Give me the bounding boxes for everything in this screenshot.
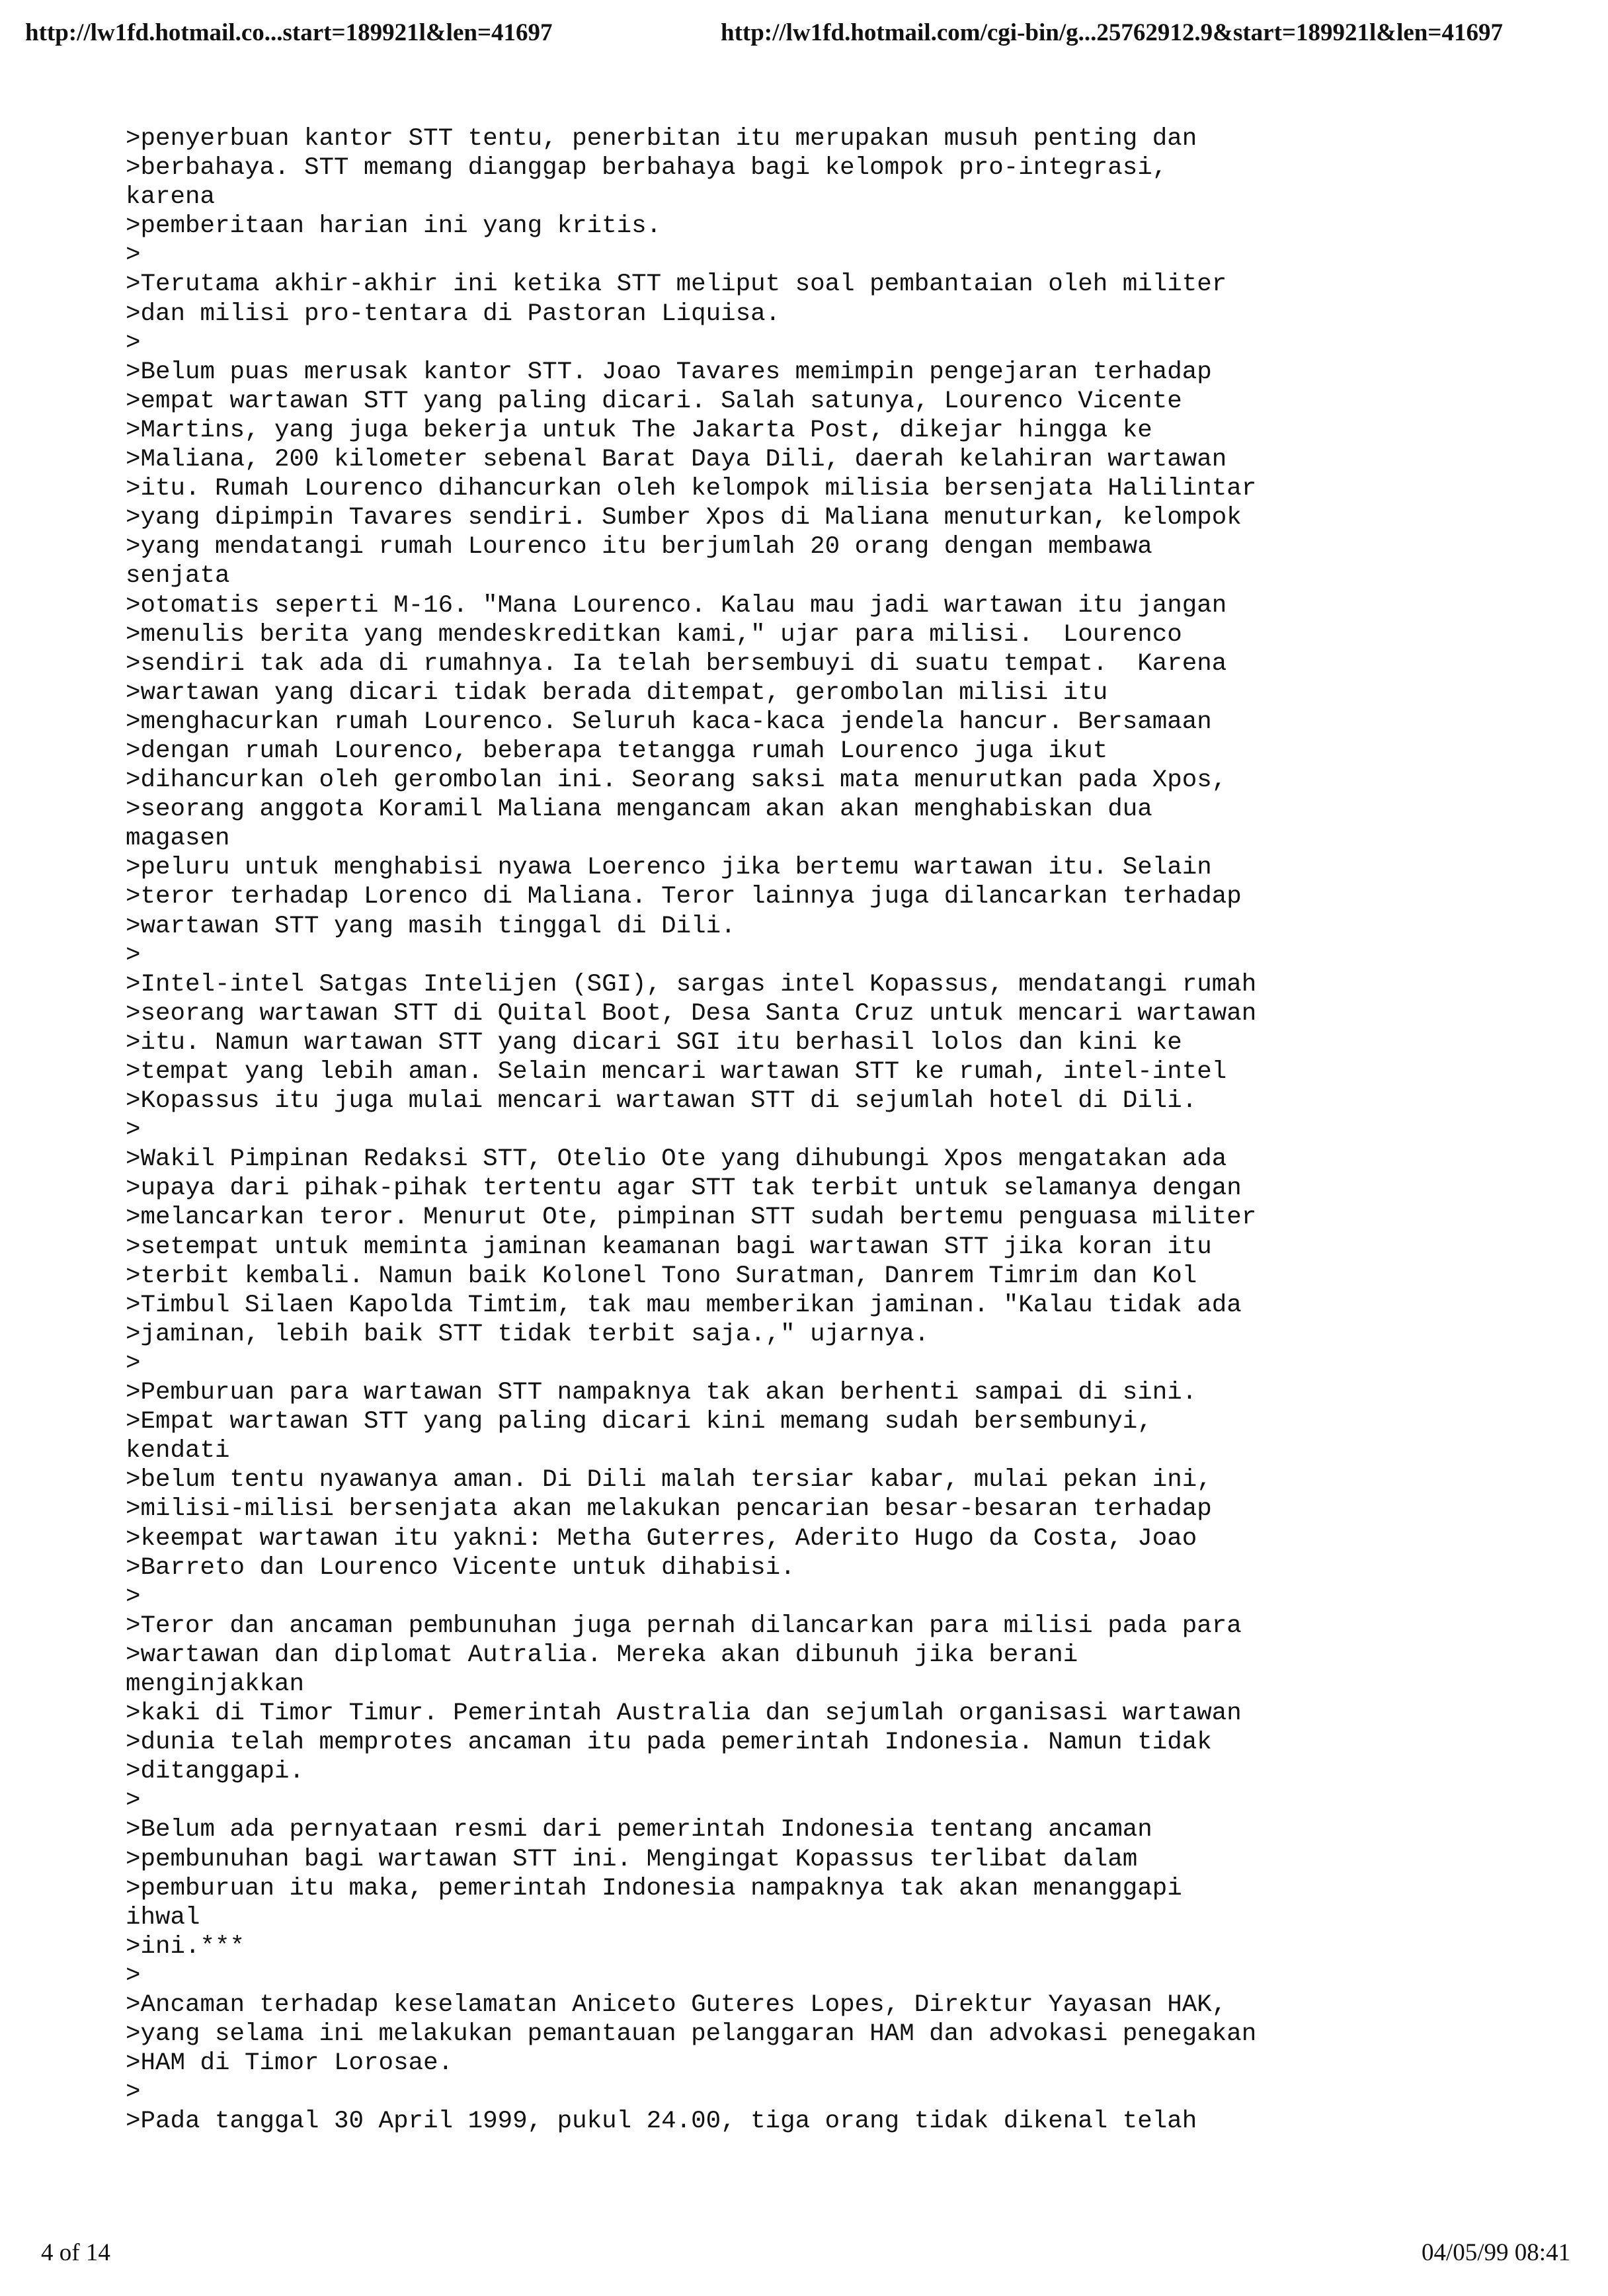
body-line: >kaki di Timor Timur. Pemerintah Australia dan sejumlah organisasi wartawan: [126, 1700, 1242, 1728]
body-line: karena: [126, 183, 216, 212]
body-line: >menulis berita yang mendeskreditkan kami," ujar para milisi. Lourenco: [126, 620, 1182, 649]
body-line: >pemburuan itu maka, pemerintah Indonesia nampaknya tak akan menanggapi: [126, 1874, 1182, 1903]
body-line: >itu. Rumah Lourenco dihancurkan oleh kelompok milisia bersenjata Halilintar: [126, 475, 1257, 503]
body-line: >dengan rumah Lourenco, beberapa tetangga rumah Lourenco juga ikut: [126, 737, 1108, 765]
body-line: >empat wartawan STT yang paling dicari. Salah satunya, Lourenco Vicente: [126, 387, 1182, 415]
header-url-right: http://lw1fd.hotmail.com/cgi-bin/g...25762912.9&start=189921l&len=41697: [721, 19, 1503, 46]
body-line: >: [126, 1582, 141, 1611]
body-line: >seorang anggota Koramil Maliana mengancam akan akan menghabiskan dua: [126, 796, 1152, 824]
body-line: >keempat wartawan itu yakni: Metha Guterres, Aderito Hugo da Costa, Joao: [126, 1524, 1197, 1553]
body-line: >: [126, 2078, 141, 2107]
body-line: >Wakil Pimpinan Redaksi STT, Otelio Ote yang dihubungi Xpos mengatakan ada: [126, 1145, 1227, 1174]
body-line: >Teror dan ancaman pembunuhan juga pernah dilancarkan para milisi pada para: [126, 1612, 1242, 1640]
body-line: >wartawan dan diplomat Autralia. Mereka akan dibunuh jika berani: [126, 1641, 1078, 1669]
body-line: >Ancaman terhadap keselamatan Aniceto Guteres Lopes, Direktur Yayasan HAK,: [126, 1991, 1227, 2019]
body-line: >Barreto dan Lourenco Vicente untuk dihabisi.: [126, 1553, 795, 1582]
body-line: >Pada tanggal 30 April 1999, pukul 24.00, tiga orang tidak dikenal telah: [126, 2108, 1197, 2136]
body-line: >terbit kembali. Namun baik Kolonel Tono Suratman, Danrem Timrim dan Kol: [126, 1262, 1197, 1290]
body-line: >wartawan yang dicari tidak berada ditempat, gerombolan milisi itu: [126, 678, 1108, 707]
body-line: >dihancurkan oleh gerombolan ini. Seorang saksi mata menurutkan pada Xpos,: [126, 766, 1227, 795]
body-line: >peluru untuk menghabisi nyawa Loerenco jika bertemu wartawan itu. Selain: [126, 854, 1212, 882]
body-line: >Terutama akhir-akhir ini ketika STT meliput soal pembantaian oleh militer: [126, 270, 1227, 299]
print-timestamp: 04/05/99 08:41: [1422, 2239, 1571, 2266]
header-url-left: http://lw1fd.hotmail.co...start=189921l&len=41697: [25, 19, 553, 46]
body-line: >: [126, 329, 141, 357]
body-line: >seorang wartawan STT di Quital Boot, Desa Santa Cruz untuk mencari wartawan: [126, 999, 1257, 1028]
body-line: ihwal: [126, 1903, 200, 1932]
body-line: >upaya dari pihak-pihak tertentu agar STT tak terbit untuk selamanya dengan: [126, 1174, 1242, 1203]
body-line: >setempat untuk meminta jaminan keamanan bagi wartawan STT jika koran itu: [126, 1233, 1212, 1261]
body-line: >Intel-intel Satgas Intelijen (SGI), sargas intel Kopassus, mendatangi rumah: [126, 970, 1257, 999]
body-line: >Timbul Silaen Kapolda Timtim, tak mau memberikan jaminan. "Kalau tidak ada: [126, 1291, 1242, 1319]
body-line: >sendiri tak ada di rumahnya. Ia telah bersembuyi di suatu tempat. Karena: [126, 649, 1227, 678]
body-line: >Belum puas merusak kantor STT. Joao Tavares memimpin pengejaran terhadap: [126, 358, 1212, 386]
body-line: >Belum ada pernyataan resmi dari pemerintah Indonesia tentang ancaman: [126, 1816, 1152, 1844]
body-line: >wartawan STT yang masih tinggal di Dili.: [126, 912, 736, 940]
body-line: >: [126, 241, 141, 270]
body-line: >belum tentu nyawanya aman. Di Dili malah tersiar kabar, mulai pekan ini,: [126, 1466, 1212, 1495]
body-line: >Martins, yang juga bekerja untuk The Jakarta Post, dikejar hingga ke: [126, 416, 1152, 444]
body-line: >dan milisi pro-tentara di Pastoran Liquisa.: [126, 300, 781, 328]
body-line: >menghacurkan rumah Lourenco. Seluruh kaca-kaca jendela hancur. Bersamaan: [126, 708, 1212, 736]
body-line: >: [126, 1349, 141, 1377]
body-line: >dunia telah memprotes ancaman itu pada pemerintah Indonesia. Namun tidak: [126, 1729, 1212, 1757]
body-line: >itu. Namun wartawan STT yang dicari SGI itu berhasil lolos dan kini ke: [126, 1028, 1182, 1057]
body-line: >Maliana, 200 kilometer sebenal Barat Daya Dili, daerah kelahiran wartawan: [126, 446, 1227, 474]
body-line: >yang selama ini melakukan pemantauan pelanggaran HAM dan advokasi penegakan: [126, 2020, 1257, 2049]
body-line: >yang mendatangi rumah Lourenco itu berjumlah 20 orang dengan membawa: [126, 533, 1152, 561]
body-line: >jaminan, lebih baik STT tidak terbit saja.," ujarnya.: [126, 1320, 930, 1348]
body-line: >melancarkan teror. Menurut Ote, pimpinan STT sudah bertemu penguasa militer: [126, 1204, 1257, 1232]
body-line: magasen: [126, 825, 230, 853]
body-line: >HAM di Timor Lorosae.: [126, 2049, 454, 2078]
body-line: >otomatis seperti M-16. "Mana Lourenco. Kalau mau jadi wartawan itu jangan: [126, 591, 1227, 620]
body-line: >pembunuhan bagi wartawan STT ini. Mengingat Kopassus terlibat dalam: [126, 1845, 1138, 1873]
body-line: >: [126, 941, 141, 969]
body-line: >ditanggapi.: [126, 1758, 305, 1786]
body-line: >teror terhadap Lorenco di Maliana. Teror lainnya juga dilancarkan terhadap: [126, 883, 1242, 911]
body-line: >: [126, 1961, 141, 1990]
body-line: >penyerbuan kantor STT tentu, penerbitan itu merupakan musuh penting dan: [126, 125, 1197, 153]
body-line: >ini.***: [126, 1932, 245, 1961]
body-line: >pemberitaan harian ini yang kritis.: [126, 212, 662, 241]
body-line: >: [126, 1116, 141, 1145]
body-line: kendati: [126, 1437, 230, 1465]
body-line: menginjakkan: [126, 1670, 305, 1698]
body-line: >Kopassus itu juga mulai mencari wartawan STT di sejumlah hotel di Dili.: [126, 1087, 1197, 1116]
body-line: senjata: [126, 562, 230, 591]
body-line: >Empat wartawan STT yang paling dicari kini memang sudah bersembunyi,: [126, 1408, 1152, 1436]
body-line: >yang dipimpin Tavares sendiri. Sumber Xpos di Maliana menuturkan, kelompok: [126, 504, 1242, 532]
body-line: >: [126, 1787, 141, 1815]
body-line: >berbahaya. STT memang dianggap berbahaya bagi kelompok pro-integrasi,: [126, 154, 1168, 183]
body-line: >tempat yang lebih aman. Selain mencari wartawan STT ke rumah, intel-intel: [126, 1058, 1227, 1086]
body-line: >Pemburuan para wartawan STT nampaknya tak akan berhenti sampai di sini.: [126, 1379, 1197, 1407]
email-body-text: [126, 124, 1580, 2136]
page-indicator: 4 of 14: [41, 2239, 110, 2266]
body-line: >milisi-milisi bersenjata akan melakukan pencarian besar-besaran terhadap: [126, 1495, 1212, 1524]
